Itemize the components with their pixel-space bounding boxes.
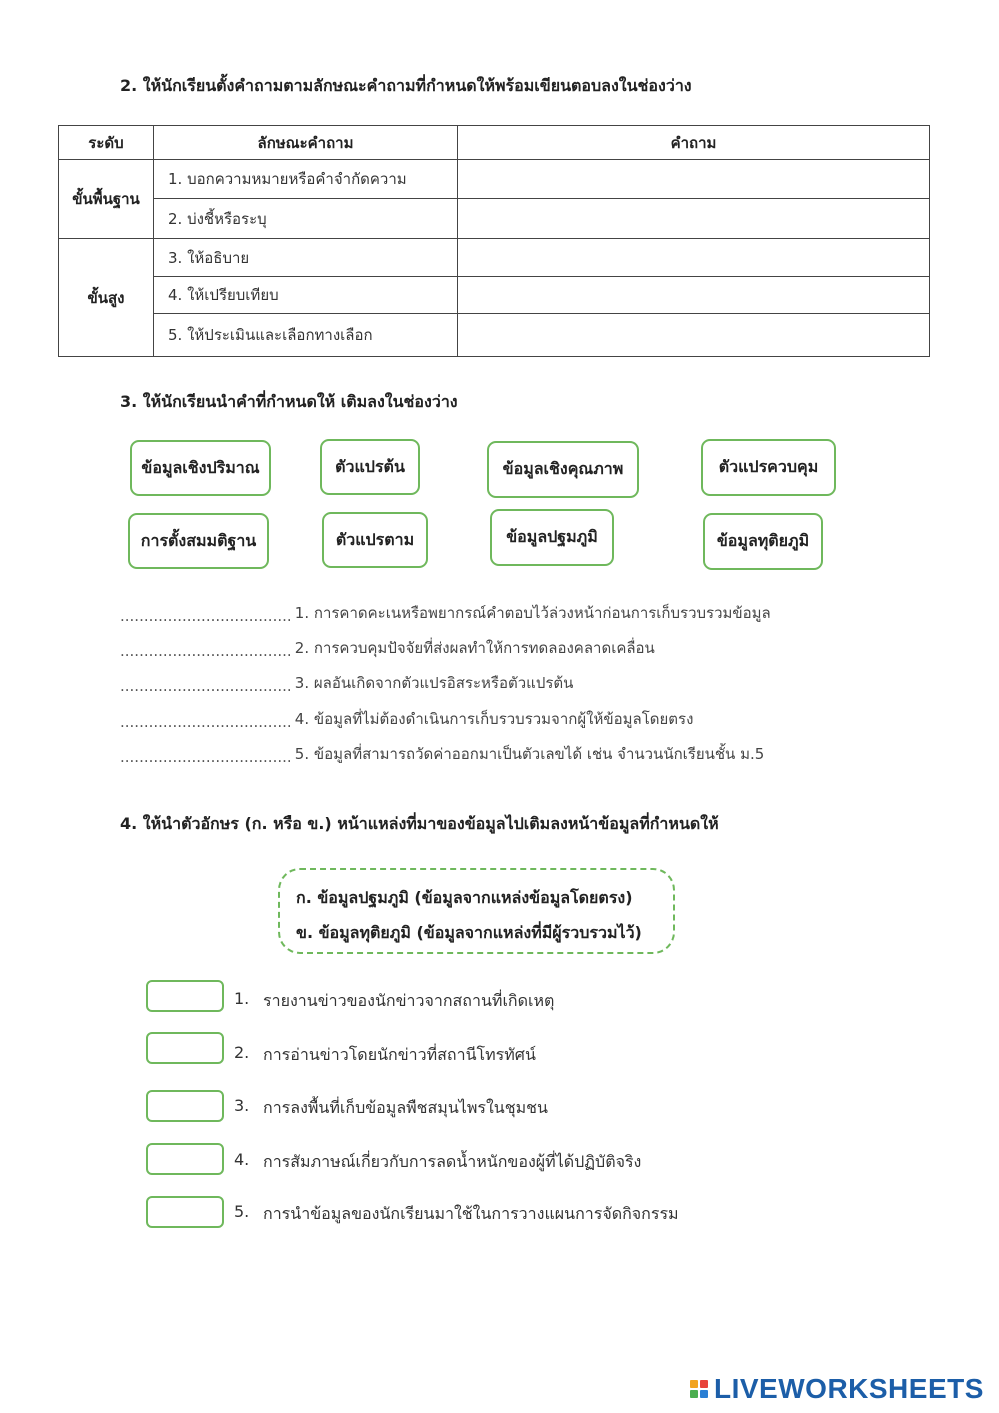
fill-line [120, 601, 771, 625]
statement-text: 3. ผลอันเกิดจากตัวแปรอิสระหรือตัวแปรต้น [294, 674, 574, 692]
item-text: การสัมภาษณ์เกี่ยวกับการลดน้ำหนักของผู้ที่ได้ปฏิบัติจริง [263, 1152, 642, 1171]
item-number: 2. [234, 1043, 250, 1062]
word-card[interactable]: ตัวแปรควบคุม [701, 439, 836, 496]
answer-input-2[interactable] [459, 211, 928, 228]
answer-input-1[interactable] [459, 171, 928, 188]
item-text: รายงานข่าวของนักข่าวจากสถานที่เกิดเหตุ [263, 991, 555, 1010]
word-card[interactable]: ตัวแปรตาม [322, 512, 428, 568]
fill-line [120, 636, 655, 660]
fill-line [120, 671, 573, 695]
word-card[interactable]: การตั้งสมมติฐาน [128, 513, 269, 569]
brand-text: LIVEWORKSHEETS [714, 1373, 984, 1404]
table-row-label: 4. ให้เปรียบเทียบ [154, 277, 458, 314]
legend-primary: ก. ข้อมูลปฐมภูมิ (ข้อมูลจากแหล่งข้อมูลโดยตรง) [296, 888, 633, 907]
col-header-question: คำถาม [458, 126, 930, 160]
answer-box-5[interactable] [146, 1196, 224, 1228]
level-advanced: ขั้นสูง [59, 239, 154, 357]
answer-box-2[interactable] [146, 1032, 224, 1064]
answer-cell-3[interactable] [458, 239, 930, 277]
blank-dots[interactable] [120, 642, 290, 660]
logo-square [700, 1380, 708, 1388]
table-row-label: 1. บอกความหมายหรือคำจำกัดความ [154, 160, 458, 199]
liveworksheets-logo [690, 1373, 984, 1405]
word-card[interactable]: ข้อมูลเชิงคุณภาพ [487, 441, 639, 498]
blank-dots[interactable] [120, 713, 290, 731]
legend-box [278, 868, 675, 954]
item-number: 5. [234, 1202, 250, 1221]
answer-cell-5[interactable] [458, 314, 930, 357]
question-table [58, 125, 930, 357]
logo-square [690, 1380, 698, 1388]
answer-input-4[interactable] [459, 287, 928, 304]
word-card[interactable]: ตัวแปรต้น [320, 439, 420, 495]
section4-heading: 4. ให้นำตัวอักษร (ก. หรือ ข.) หน้าแหล่งที่มาของข้อมูลไปเติมลงหน้าข้อมูลที่กำหนดให้ [120, 814, 719, 833]
statement-text: 4. ข้อมูลที่ไม่ต้องดำเนินการเก็บรวบรวมจากผู้ให้ข้อมูลโดยตรง [294, 710, 694, 728]
col-header-characteristic: ลักษณะคำถาม [154, 126, 458, 160]
answer-box-1[interactable] [146, 980, 224, 1012]
section2-heading: 2. ให้นักเรียนตั้งคำถามตามลักษณะคำถามที่กำหนดให้พร้อมเขียนตอบลงในช่องว่าง [120, 76, 692, 95]
table-row-label: 2. บ่งชี้หรือระบุ [154, 199, 458, 239]
col-header-level: ระดับ [59, 126, 154, 160]
blank-dots[interactable] [120, 748, 290, 766]
item-text: การอ่านข่าวโดยนักข่าวที่สถานีโทรทัศน์ [263, 1045, 536, 1064]
fill-line [120, 707, 693, 731]
item-text: การนำข้อมูลของนักเรียนมาใช้ในการวางแผนการจัดกิจกรรม [263, 1204, 679, 1223]
blank-dots[interactable] [120, 677, 290, 695]
logo-icon [690, 1380, 708, 1398]
fill-line [120, 742, 764, 766]
answer-cell-2[interactable] [458, 199, 930, 239]
blank-dots[interactable] [120, 607, 290, 625]
item-text: การลงพื้นที่เก็บข้อมูลพืชสมุนไพรในชุมชน [263, 1098, 548, 1117]
word-card[interactable]: ข้อมูลเชิงปริมาณ [130, 440, 271, 496]
answer-box-4[interactable] [146, 1143, 224, 1175]
table-row-label: 3. ให้อธิบาย [154, 239, 458, 277]
item-number: 3. [234, 1096, 250, 1115]
answer-box-3[interactable] [146, 1090, 224, 1122]
answer-input-3[interactable] [459, 250, 928, 267]
section3-heading: 3. ให้นักเรียนนำคำที่กำหนดให้ เติมลงในช่องว่าง [120, 392, 458, 411]
word-card[interactable]: ข้อมูลปฐมภูมิ [490, 509, 614, 566]
answer-cell-4[interactable] [458, 277, 930, 314]
item-number: 4. [234, 1150, 250, 1169]
statement-text: 2. การควบคุมปัจจัยที่ส่งผลทำให้การทดลองคลาดเคลื่อน [294, 639, 655, 657]
word-card[interactable]: ข้อมูลทุติยภูมิ [703, 513, 823, 570]
legend-secondary: ข. ข้อมูลทุติยภูมิ (ข้อมูลจากแหล่งที่มีผู้รวบรวมไว้) [296, 923, 642, 942]
statement-text: 5. ข้อมูลที่สามารถวัดค่าออกมาเป็นตัวเลขได้ เช่น จำนวนนักเรียนชั้น ม.5 [294, 745, 765, 763]
item-number: 1. [234, 989, 250, 1008]
answer-input-5[interactable] [459, 327, 928, 344]
answer-cell-1[interactable] [458, 160, 930, 199]
logo-square [700, 1390, 708, 1398]
level-basic: ขั้นพื้นฐาน [59, 160, 154, 239]
statement-text: 1. การคาดคะเนหรือพยากรณ์คำตอบไว้ล่วงหน้าก่อนการเก็บรวบรวมข้อมูล [294, 604, 771, 622]
table-row-label: 5. ให้ประเมินและเลือกทางเลือก [154, 314, 458, 357]
logo-square [690, 1390, 698, 1398]
